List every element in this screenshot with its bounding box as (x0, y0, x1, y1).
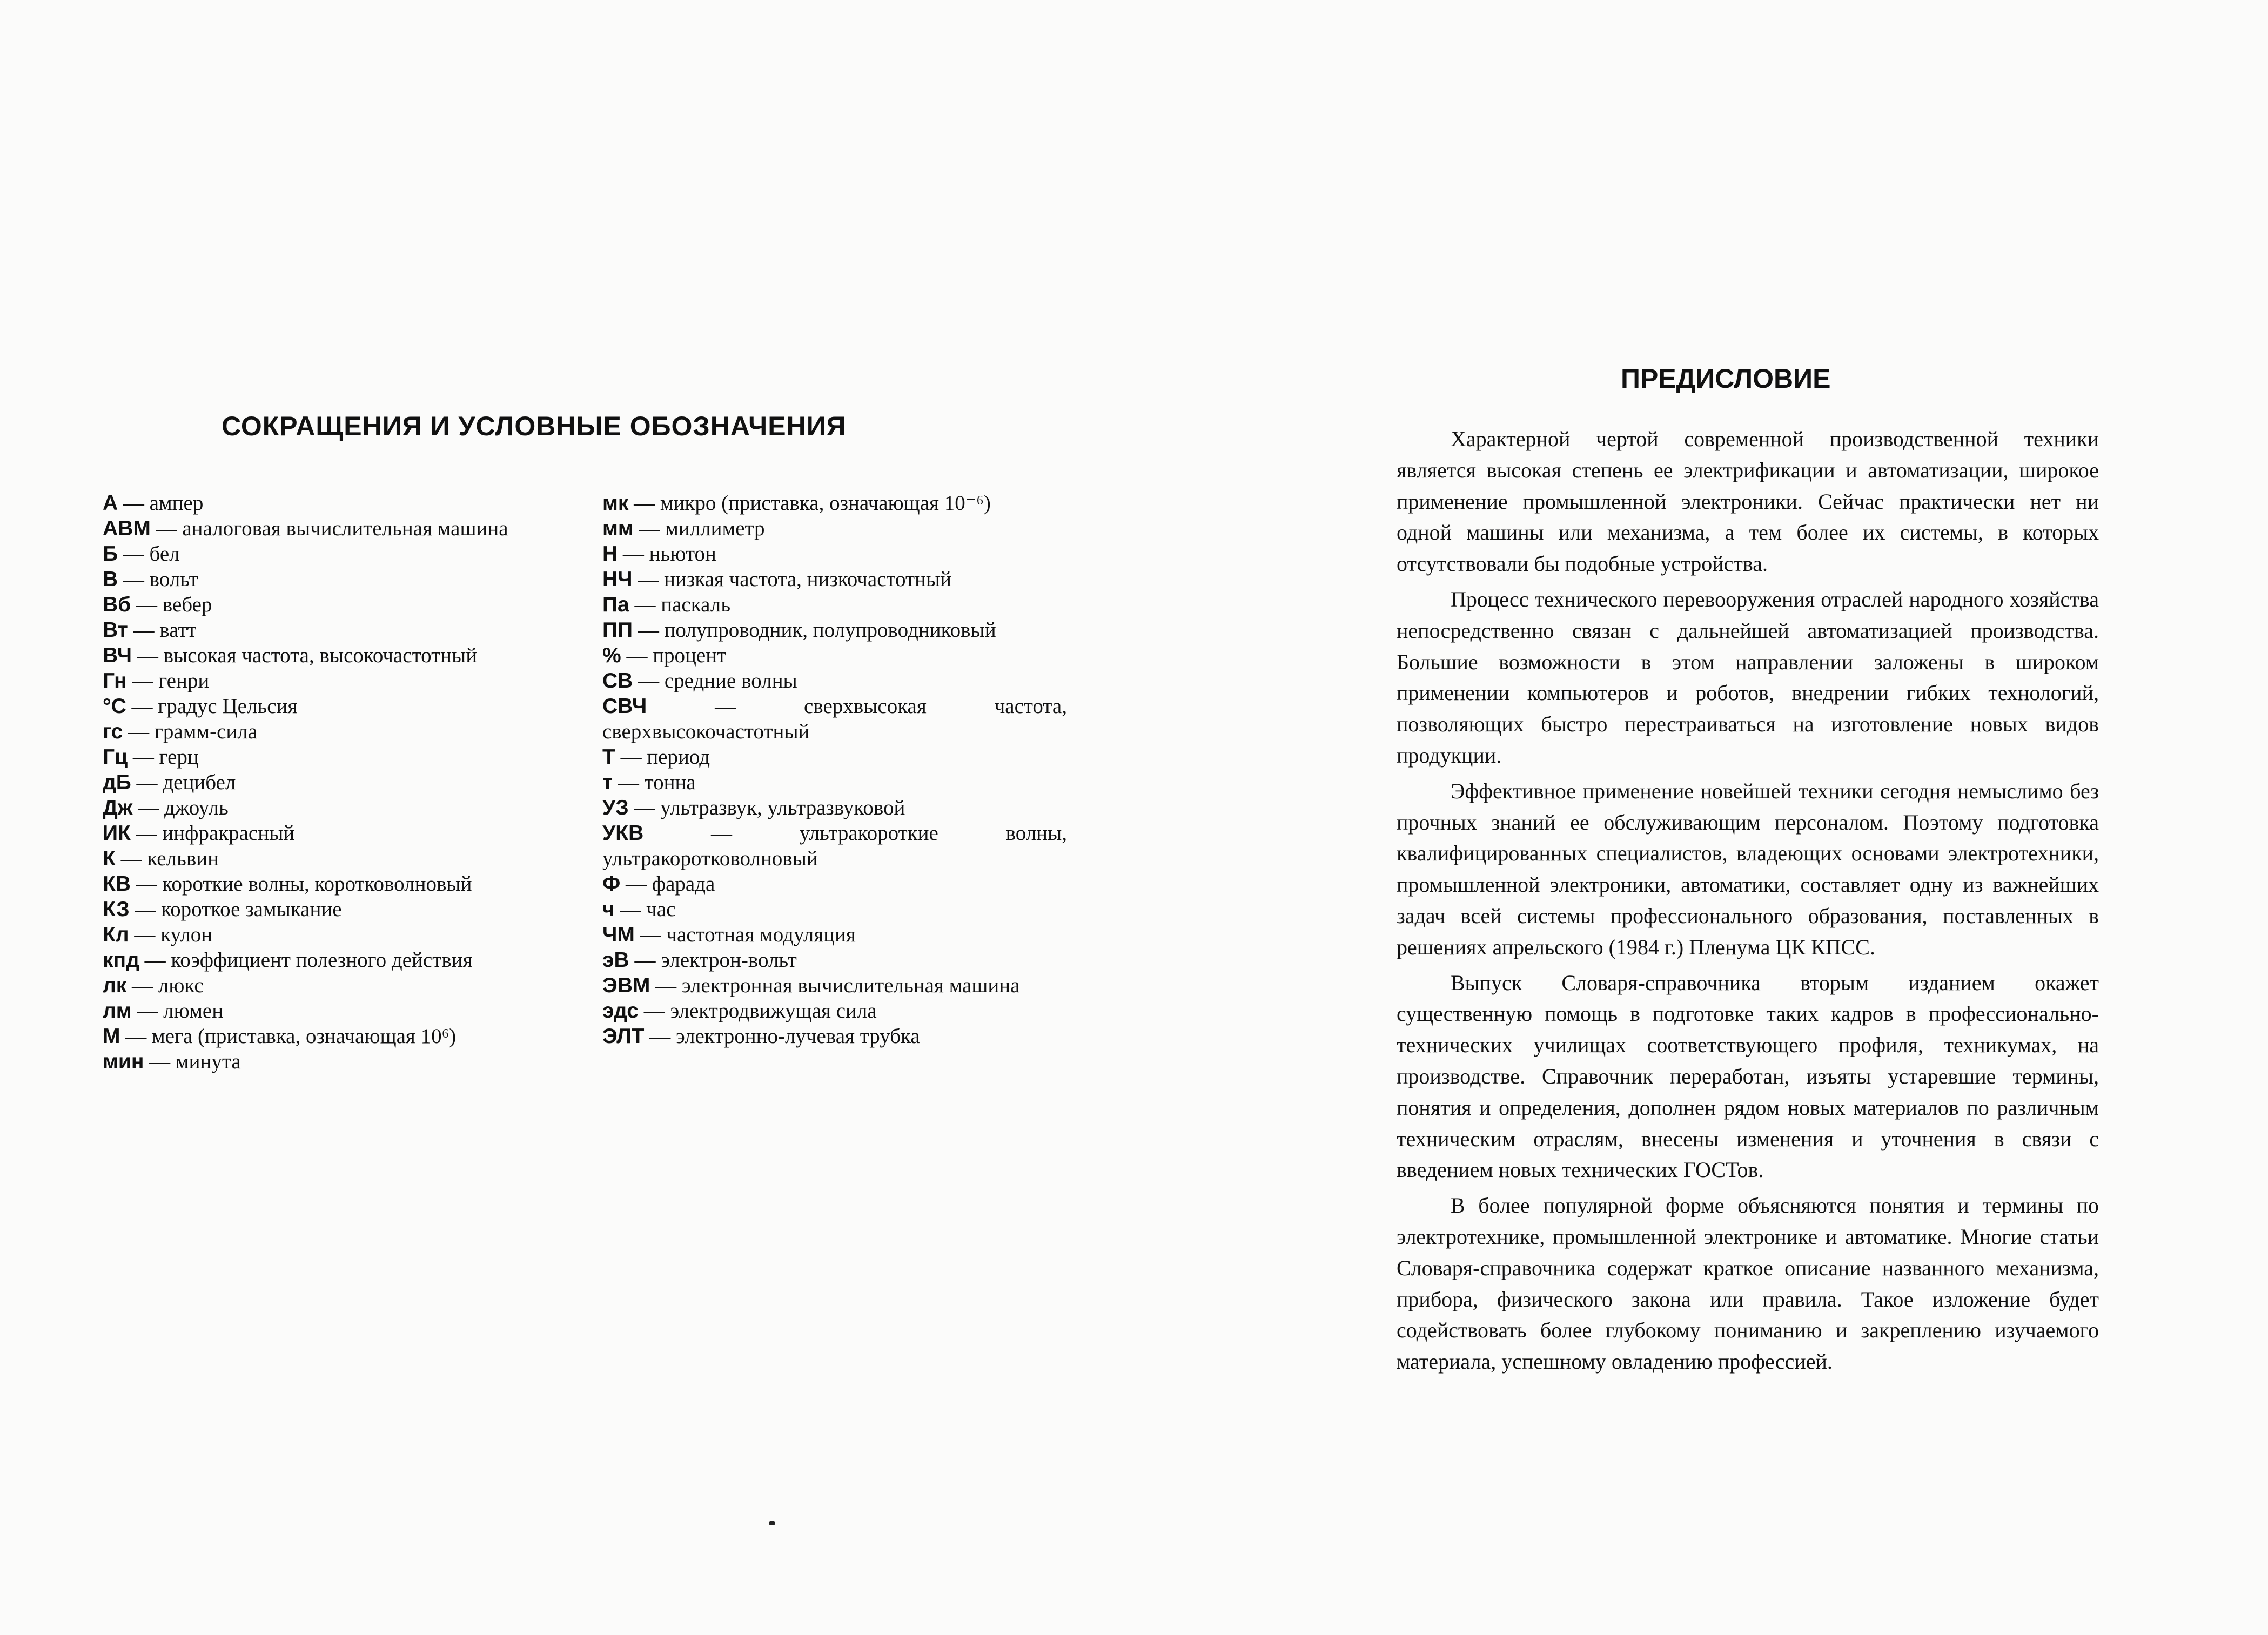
abbreviation-entry (103, 1024, 565, 1049)
abbreviation-definition: — кулон (129, 923, 213, 946)
abbreviation-term: ЭВМ (602, 974, 650, 997)
abbreviation-definition: — мега (приставка, означающая 10⁶) (120, 1025, 457, 1048)
abbreviation-term: КЗ (103, 898, 130, 921)
abbreviation-definition: — бел (118, 542, 180, 566)
abbreviations-title: СОКРАЩЕНИЯ И УСЛОВНЫЕ ОБОЗНАЧЕНИЯ (222, 411, 847, 441)
abbreviation-definition: — процент (621, 644, 727, 667)
preface-paragraph: В более популярной форме объясняются понятия и термины по электротехнике, промышленной электронике и автоматике. Многие статьи Словаря-справочника содержат краткое описание названного механизма, прибора, физического закона или правила. Такое изложение будет содействовать более глубокому пониманию и закреплению изучаемого материала, успешному овладению профессией. (1397, 1193, 2099, 1374)
abbreviation-term: дБ (103, 771, 131, 794)
abbreviation-definition: — электронно-лучевая трубка (644, 1025, 920, 1048)
abbreviation-entry (103, 770, 565, 795)
abbreviation-definition: — децибел (131, 771, 236, 794)
abbreviation-entry (602, 947, 1067, 973)
abbreviation-entry (103, 617, 565, 643)
abbreviation-definition: — ватт (128, 618, 197, 642)
abbreviation-term: Вт (103, 618, 128, 642)
abbreviation-entry (602, 998, 1067, 1024)
abbreviation-entry (602, 592, 1067, 617)
abbreviation-definition: — генри (126, 669, 210, 692)
abbreviation-definition: — минута (144, 1050, 241, 1073)
abbreviation-definition: — ультракороткие волны, ультракоротковолновый (602, 822, 1067, 870)
abbreviation-term: К (103, 847, 116, 870)
abbreviation-definition: — инфракрасный (130, 822, 295, 845)
abbreviation-term: Т (602, 745, 615, 769)
abbreviation-term: ВЧ (103, 644, 132, 667)
abbreviation-definition: — микро (приставка, означающая 10⁻⁶) (628, 492, 991, 515)
abbreviation-definition: — грамм-сила (123, 720, 258, 743)
abbreviation-entry (602, 744, 1067, 770)
preface-title: ПРЕДИСЛОВИЕ (1621, 364, 1831, 394)
preface-paragraph: Эффективное применение новейшей техники сегодня немыслимо без прочных знаний ее обслуживающим персоналом. Поэтому подготовка квалифицированных специалистов, владеющих основами электротехники, промышленной электроники, автоматики, составляет одну из важнейших задач всей системы профессионального образования, поставленных в решениях апрельского (1984 г.) Пленума ЦК КПСС. (1397, 778, 2099, 959)
abbreviation-entry (602, 541, 1067, 567)
abbreviation-term: Вб (103, 593, 131, 616)
abbreviation-term: ЭЛТ (602, 1025, 645, 1048)
abbreviation-entry (103, 973, 565, 998)
abbreviation-definition: — джоуль (132, 796, 229, 819)
abbreviation-definition: — электрон-вольт (629, 948, 797, 972)
abbreviation-term: эдс (602, 999, 639, 1022)
abbreviation-entry (103, 846, 565, 871)
abbreviation-definition: — короткие волны, коротковолновый (130, 872, 472, 896)
abbreviation-term: УКВ (602, 822, 644, 845)
abbreviations-right-column (602, 490, 1067, 1049)
abbreviation-entry (602, 973, 1067, 998)
abbreviation-term: ЧМ (602, 923, 635, 946)
abbreviation-term: Дж (103, 796, 133, 819)
abbreviation-entry (103, 516, 565, 541)
abbreviation-entry (602, 567, 1067, 592)
abbreviation-definition: — люмен (131, 999, 224, 1022)
preface-paragraph: Процесс технического перевооружения отраслей народного хозяйства непосредственно связан с дальнейшей автоматизацией производства. Большие возможности в этом направлении заложены в широком применении компьютеров и роботов, внедрении гибких технологий, позволяющих быстро перестраиваться на изготовление новых видов продукции. (1397, 587, 2099, 768)
abbreviation-entry (103, 820, 565, 846)
abbreviation-entry (602, 668, 1067, 694)
abbreviation-term: Па (602, 593, 629, 616)
abbreviation-term: Б (103, 542, 118, 566)
abbreviation-entry (602, 643, 1067, 668)
abbreviation-definition: — аналоговая вычислительная машина (150, 517, 508, 540)
abbreviation-definition: — вольт (118, 568, 198, 591)
abbreviation-entry (602, 770, 1067, 795)
abbreviation-definition: — полупроводник, полупроводниковый (633, 618, 996, 642)
abbreviation-entry (103, 490, 565, 516)
abbreviation-term: % (602, 644, 621, 667)
abbreviation-entry (602, 516, 1067, 541)
abbreviation-definition: — фарада (620, 872, 715, 896)
abbreviation-entry (103, 998, 565, 1024)
abbreviation-definition: — электродвижущая сила (638, 999, 877, 1022)
abbreviation-term: мин (103, 1050, 144, 1073)
abbreviation-term: Кл (103, 923, 129, 946)
abbreviation-definition: — средние волны (633, 669, 797, 692)
abbreviation-term: КВ (103, 872, 131, 896)
abbreviation-definition: — люкс (126, 974, 204, 997)
abbreviation-entry (103, 668, 565, 694)
preface-paragraph: Выпуск Словаря-справочника вторым изданием окажет существенную помощь в подготовке таких кадров в профессионально-технических училищах соответствующего профиля, техникумах, на производстве. Справочник переработан, изъяты устаревшие термины, понятия и определения, дополнен рядом новых материалов по различным техническим отраслям, внесены изменения и уточнения в связи с введением новых технических ГОСТов. (1397, 970, 2099, 1182)
abbreviation-term: В (103, 568, 118, 591)
abbreviation-definition: — герц (128, 745, 199, 769)
abbreviation-term: эВ (602, 948, 629, 972)
abbreviation-definition: — кельвин (115, 847, 219, 870)
abbreviation-term: АВМ (103, 517, 151, 540)
abbreviation-entry (602, 922, 1067, 947)
abbreviation-definition: — электронная вычислительная машина (650, 974, 1020, 997)
preface-paragraph: Характерной чертой современной производственной техники является высокая степень ее электрификации и автоматизации, широкое применение промышленной электроники. Сейчас практически нет ни одной машины или механизма, а тем более их системы, в которых отсутствовали бы подобные устройства. (1397, 427, 2099, 576)
abbreviation-entry (103, 922, 565, 947)
abbreviation-entry (103, 541, 565, 567)
abbreviation-term: гс (103, 720, 123, 743)
abbreviation-term: мк (602, 492, 629, 515)
abbreviation-term: лк (103, 974, 127, 997)
abbreviation-definition: — тонна (613, 771, 696, 794)
abbreviation-term: Гц (103, 745, 128, 769)
abbreviation-definition: — ультразвук, ультразвуковой (628, 796, 905, 819)
abbreviation-entry (103, 897, 565, 922)
abbreviation-term: СВЧ (602, 695, 647, 718)
abbreviation-definition: — низкая частота, низкочастотный (632, 568, 952, 591)
abbreviation-entry (103, 795, 565, 820)
abbreviation-term: ПП (602, 618, 633, 642)
abbreviation-term: кпд (103, 948, 139, 972)
abbreviation-term: ч (602, 898, 615, 921)
abbreviation-term: т (602, 771, 613, 794)
abbreviation-definition: — ампер (118, 492, 204, 515)
abbreviation-entry (103, 567, 565, 592)
page-mark (769, 1521, 775, 1525)
abbreviation-entry (602, 897, 1067, 922)
abbreviation-definition: — сверхвысокая частота, сверхвысокочастотный (602, 695, 1067, 743)
abbreviations-left-column (103, 490, 565, 1074)
abbreviation-term: Ф (602, 872, 621, 896)
abbreviation-entry (602, 820, 1067, 871)
abbreviation-term: Н (602, 542, 618, 566)
abbreviation-definition: — час (614, 898, 676, 921)
abbreviation-term: СВ (602, 669, 633, 692)
abbreviation-term: мм (602, 517, 634, 540)
abbreviation-definition: — коэффициент полезного действия (139, 948, 473, 972)
abbreviation-definition: — паскаль (629, 593, 730, 616)
abbreviation-entry (602, 694, 1067, 744)
abbreviation-definition: — вебер (131, 593, 212, 616)
abbreviation-definition: — высокая частота, высокочастотный (132, 644, 478, 667)
abbreviation-definition: — период (615, 745, 710, 769)
abbreviation-entry (602, 871, 1067, 897)
abbreviation-entry (103, 643, 565, 668)
abbreviation-entry (103, 871, 565, 897)
abbreviation-term: °С (103, 695, 126, 718)
abbreviation-term: УЗ (602, 796, 629, 819)
preface-body (1397, 423, 2099, 1382)
abbreviation-definition: — частотная модуляция (634, 923, 856, 946)
abbreviation-definition: — миллиметр (633, 517, 765, 540)
abbreviation-term: М (103, 1025, 120, 1048)
abbreviation-definition: — градус Цельсия (126, 695, 298, 718)
abbreviation-entry (103, 744, 565, 770)
abbreviation-entry (103, 694, 565, 719)
abbreviation-entry (103, 719, 565, 744)
abbreviation-term: Гн (103, 669, 127, 692)
abbreviation-term: НЧ (602, 568, 633, 591)
abbreviation-definition: — короткое замыкание (129, 898, 342, 921)
abbreviation-term: ИК (103, 822, 131, 845)
abbreviation-term: А (103, 492, 118, 515)
abbreviation-entry (602, 490, 1067, 516)
abbreviation-entry (602, 1024, 1067, 1049)
abbreviation-entry (103, 592, 565, 617)
abbreviation-term: лм (103, 999, 132, 1022)
abbreviation-definition: — ньютон (618, 542, 716, 566)
abbreviation-entry (602, 617, 1067, 643)
abbreviation-entry (103, 1049, 565, 1074)
abbreviation-entry (103, 947, 565, 973)
abbreviation-entry (602, 795, 1067, 820)
